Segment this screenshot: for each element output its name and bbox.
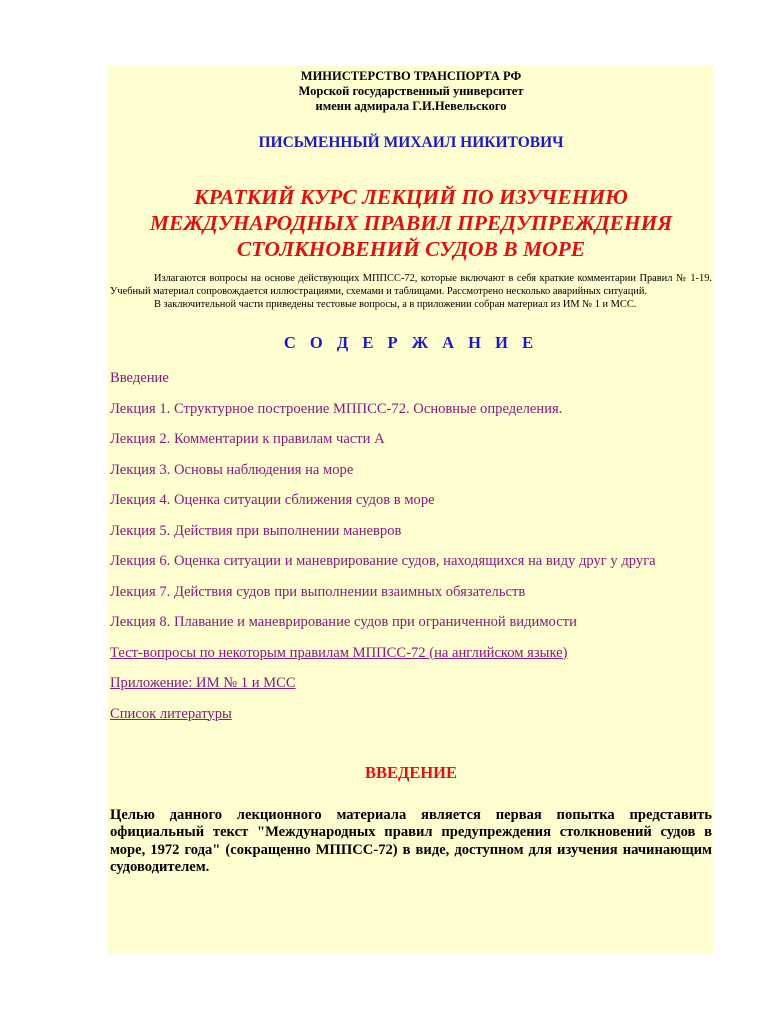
abstract-paragraph-1: Излагаются вопросы на основе действующих МППСС-72, которые включают в себя краткие комментарии Правил № 1-19. Учебный материал сопровождается иллюстрациями, схемами и таблицами. Рассмотрено несколько аварийных ситуаций. (110, 273, 712, 297)
toc-link-bibliography[interactable]: Список литературы (110, 705, 232, 722)
toc-item-lecture-7[interactable]: Лекция 7. Действия судов при выполнении взаимных обязательств (110, 583, 526, 600)
author-name: ПИСЬМЕННЫЙ МИХАИЛ НИКИТОВИЧ (258, 134, 564, 151)
university-name: Морской государственный университет (298, 84, 524, 98)
toc-item-lecture-8[interactable]: Лекция 8. Плавание и маневрирование судов при ограниченной видимости (110, 614, 577, 630)
university-dedication: имени адмирала Г.И.Невельского (315, 99, 507, 113)
toc-item-lecture-2[interactable]: Лекция 2. Комментарии к правилам части А (110, 431, 385, 447)
introduction-paragraph: Целью данного лекционного материала является первая попытка представить официальный текст "Международных правил предупреждения столкновений судов в море, 1972 года" (сокращенно МППСС-72) в виде, доступном для изучения начинающим судоводителем. (110, 806, 712, 875)
toc-title: С О Д Е Р Ж А Н И Е (283, 333, 539, 352)
document-title (110, 184, 712, 262)
title-line-1: КРАТКИЙ КУРС ЛЕКЦИЙ ПО ИЗУЧЕНИЮ (194, 185, 628, 209)
toc-item-lecture-6[interactable]: Лекция 6. Оценка ситуации и маневрирование судов, находящихся на виду друг у друга (110, 553, 656, 569)
toc-item-lecture-3[interactable]: Лекция 3. Основы наблюдения на море (110, 461, 354, 478)
toc-link-test-questions[interactable]: Тест-вопросы по некоторым правилам МППСС-72 (на английском языке) (110, 644, 568, 661)
table-of-contents (110, 369, 712, 723)
toc-item-lecture-5[interactable]: Лекция 5. Действия при выполнении маневров (110, 522, 402, 539)
introduction-heading: ВВЕДЕНИЕ (364, 762, 458, 782)
toc-item-lecture-1[interactable]: Лекция 1. Структурное построение МППСС-72. Основные определения. (110, 400, 563, 417)
abstract (110, 272, 712, 311)
toc-item-introduction[interactable]: Введение (110, 370, 169, 386)
abstract-paragraph-2: В заключительной части приведены тестовые вопросы, а в приложении собран материал из ИМ № 1 и МСС. (154, 299, 637, 310)
toc-link-appendix[interactable]: Приложение: ИМ № 1 и МСС (110, 675, 296, 691)
toc-item-lecture-4[interactable]: Лекция 4. Оценка ситуации сближения судов в море (110, 492, 435, 508)
title-line-2: МЕЖДУНАРОДНЫХ ПРАВИЛ ПРЕДУПРЕЖДЕНИЯ (149, 211, 673, 235)
document-page (108, 66, 714, 954)
ministry-name: МИНИСТЕРСТВО ТРАНСПОРТА РФ (300, 69, 522, 83)
title-line-3: СТОЛКНОВЕНИЙ СУДОВ В МОРЕ (236, 237, 586, 261)
